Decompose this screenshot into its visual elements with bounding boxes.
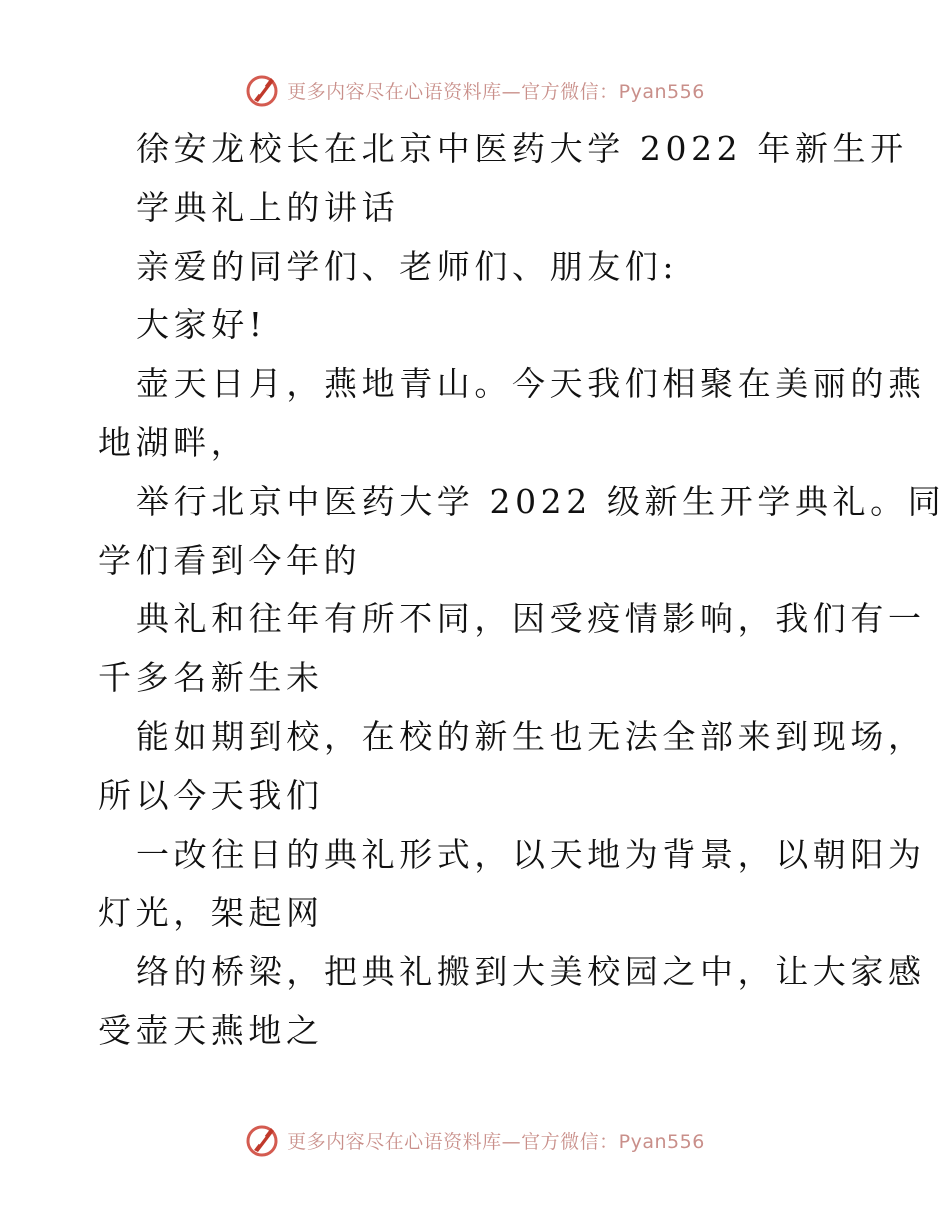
watermark-text: 更多内容尽在心语资料库—官方微信：Pyan556 xyxy=(287,1130,705,1153)
quill-pen-logo-icon xyxy=(245,72,281,108)
text-line: 大家好! xyxy=(136,305,267,345)
text-line: 能如期到校，在校的新生也无法全部来到现场， xyxy=(136,716,926,756)
footer-watermark xyxy=(0,1118,950,1162)
text-line: 学们看到今年的 xyxy=(98,540,362,580)
header-watermark xyxy=(0,68,950,112)
text-line: 灯光，架起网 xyxy=(98,893,324,933)
text-line: 受壶天燕地之 xyxy=(98,1010,324,1050)
text-line: 地湖畔， xyxy=(98,422,249,462)
text-line: 千多名新生未 xyxy=(98,658,324,698)
document-body xyxy=(98,120,946,1061)
quill-pen-logo-icon xyxy=(245,1122,281,1158)
text-line: 举行北京中医药大学 2022 级新生开学典礼。同 xyxy=(136,481,946,521)
text-line: 所以今天我们 xyxy=(98,775,324,815)
text-line: 典礼和往年有所不同，因受疫情影响，我们有一 xyxy=(136,599,926,639)
text-line: 亲爱的同学们、老师们、朋友们: xyxy=(136,246,679,286)
text-line: 学典礼上的讲话 xyxy=(136,187,400,227)
text-line: 一改往日的典礼形式，以天地为背景，以朝阳为 xyxy=(136,834,926,874)
text-line: 徐安龙校长在北京中医药大学 2022 年新生开 xyxy=(136,129,908,168)
watermark-text: 更多内容尽在心语资料库—官方微信：Pyan556 xyxy=(287,80,705,103)
text-line: 壶天日月，燕地青山。今天我们相聚在美丽的燕 xyxy=(136,364,926,404)
text-line: 络的桥梁，把典礼搬到大美校园之中，让大家感 xyxy=(136,952,926,992)
